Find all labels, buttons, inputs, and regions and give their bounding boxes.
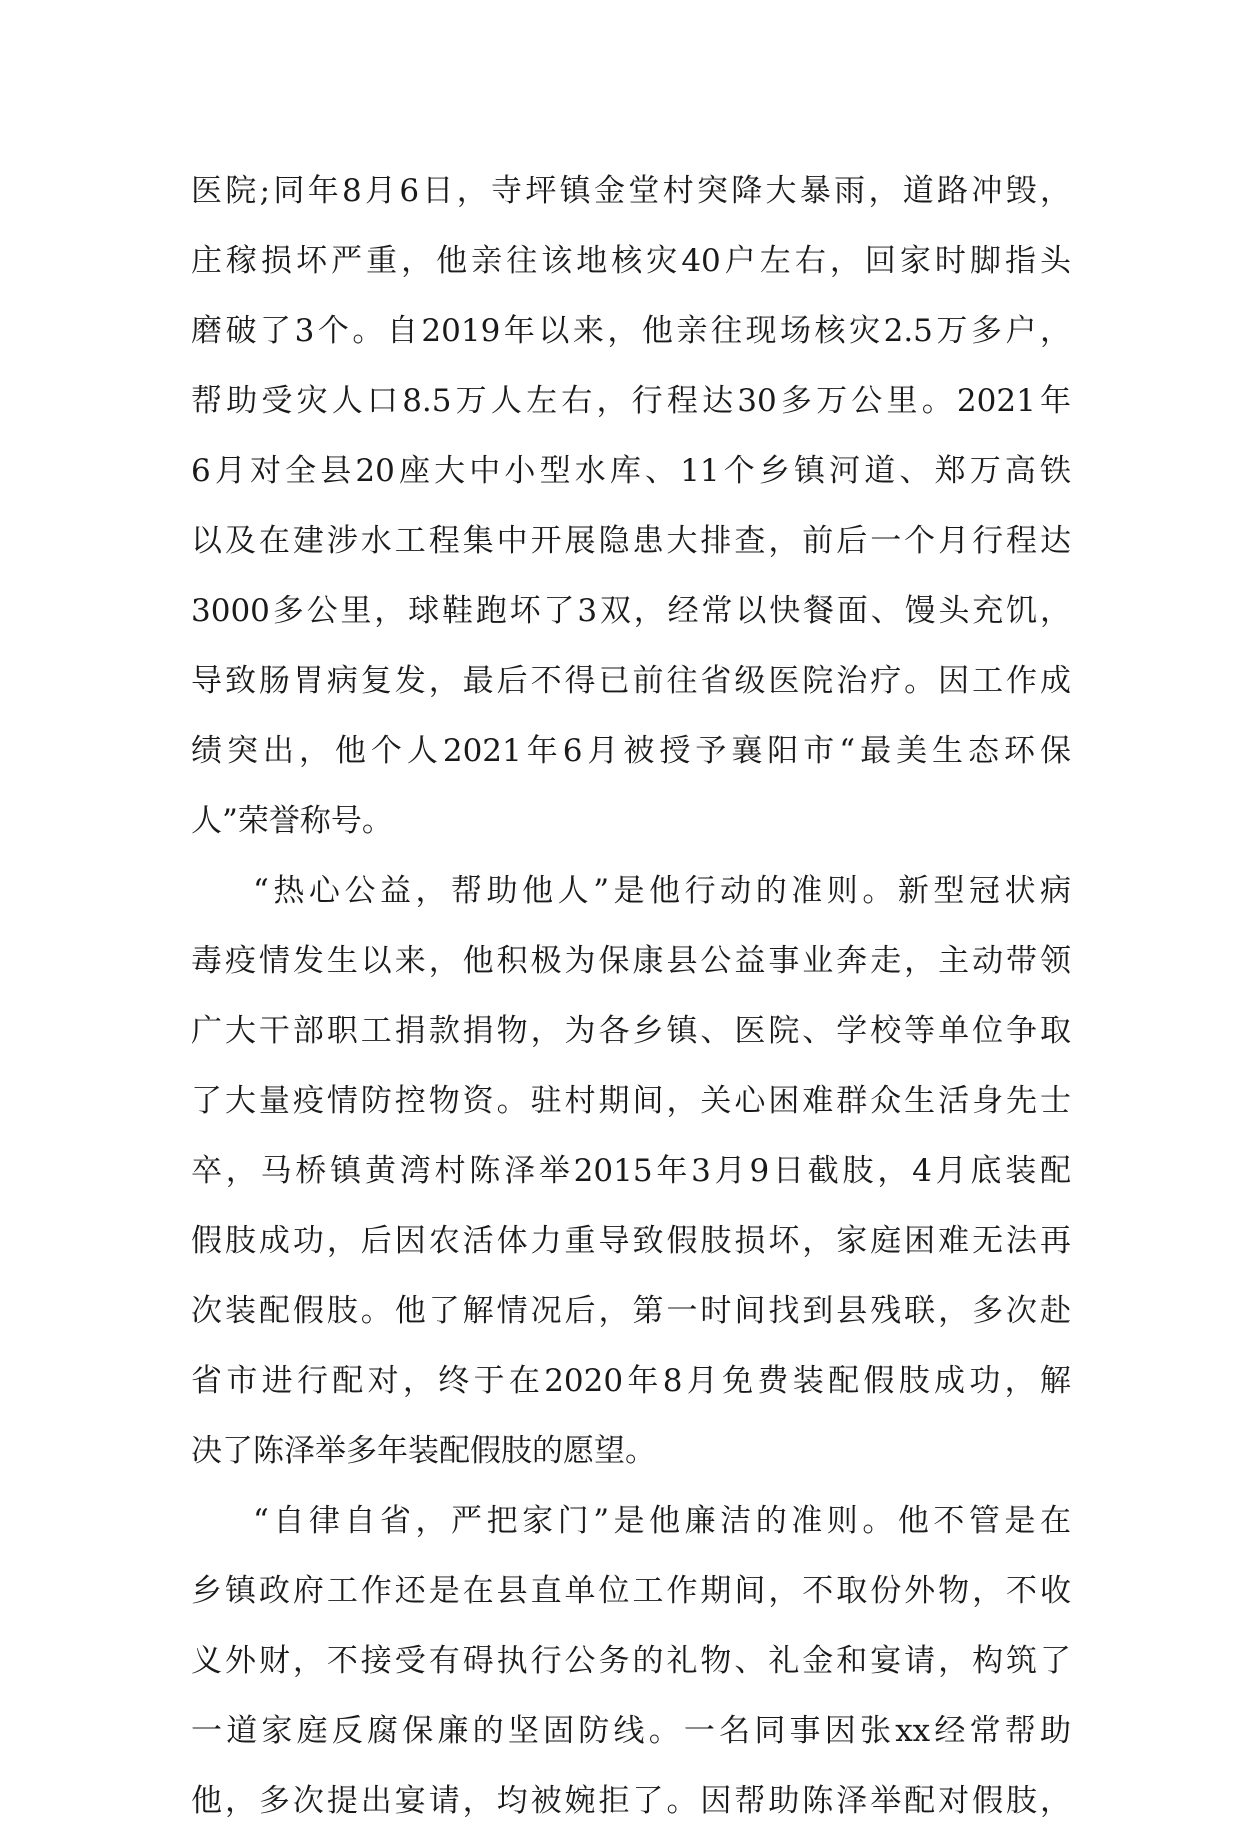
text-line: 导致肠胃病复发，最后不得已前往省级医院治疗。因工作成 <box>191 663 1071 699</box>
text-line: 义外财，不接受有碍执行公务的礼物、礼金和宴请，构筑了 <box>191 1643 1071 1679</box>
text-line: 乡镇政府工作还是在县直单位工作期间，不取份外物，不收 <box>191 1573 1071 1609</box>
text-line: 了大量疫情防控物资。驻村期间，关心困难群众生活身先士 <box>191 1083 1071 1119</box>
text-line: 人”荣誉称号。 <box>191 803 393 839</box>
text-line: 帮助受灾人口8.5万人左右，行程达30多万公里。2021年 <box>191 383 1071 419</box>
text-line: 省市进行配对，终于在2020年8月免费装配假肢成功，解 <box>191 1363 1071 1399</box>
text-line: 决了陈泽举多年装配假肢的愿望。 <box>191 1433 656 1469</box>
text-line: 卒，马桥镇黄湾村陈泽举2015年3月9日截肢，4月底装配 <box>191 1153 1071 1189</box>
document-body <box>191 156 1071 1836</box>
text-line: 假肢成功，后因农活体力重导致假肢损坏，家庭困难无法再 <box>191 1223 1071 1259</box>
text-line: 医院;同年8月6日，寺坪镇金堂村突降大暴雨，道路冲毁， <box>191 173 1071 209</box>
text-line: 庄稼损坏严重，他亲往该地核灾40户左右，回家时脚指头 <box>191 243 1071 279</box>
text-line: 一道家庭反腐保廉的坚固防线。一名同事因张xx经常帮助 <box>191 1713 1071 1749</box>
text-line: 6月对全县20座大中小型水库、11个乡镇河道、郑万高铁 <box>191 453 1071 489</box>
text-line: 3000多公里，球鞋跑坏了3双，经常以快餐面、馒头充饥， <box>191 593 1071 629</box>
text-line: 他，多次提出宴请，均被婉拒了。因帮助陈泽举配对假肢， <box>191 1783 1071 1819</box>
text-line: 毒疫情发生以来，他积极为保康县公益事业奔走，主动带领 <box>191 943 1071 979</box>
text-line: “热心公益，帮助他人”是他行动的准则。新型冠状病 <box>253 873 1071 909</box>
text-line: “自律自省，严把家门”是他廉洁的准则。他不管是在 <box>253 1503 1071 1539</box>
text-line: 次装配假肢。他了解情况后，第一时间找到县残联，多次赴 <box>191 1293 1071 1329</box>
text-line: 磨破了3个。自2019年以来，他亲往现场核灾2.5万多户， <box>191 313 1071 349</box>
paragraph-2 <box>191 856 1071 1486</box>
paragraph-3 <box>191 1486 1071 1836</box>
text-line: 广大干部职工捐款捐物，为各乡镇、医院、学校等单位争取 <box>191 1013 1071 1049</box>
text-line: 以及在建涉水工程集中开展隐患大排查，前后一个月行程达 <box>191 523 1071 559</box>
paragraph-1 <box>191 156 1071 856</box>
text-line: 绩突出，他个人2021年6月被授予襄阳市“最美生态环保 <box>191 733 1071 769</box>
